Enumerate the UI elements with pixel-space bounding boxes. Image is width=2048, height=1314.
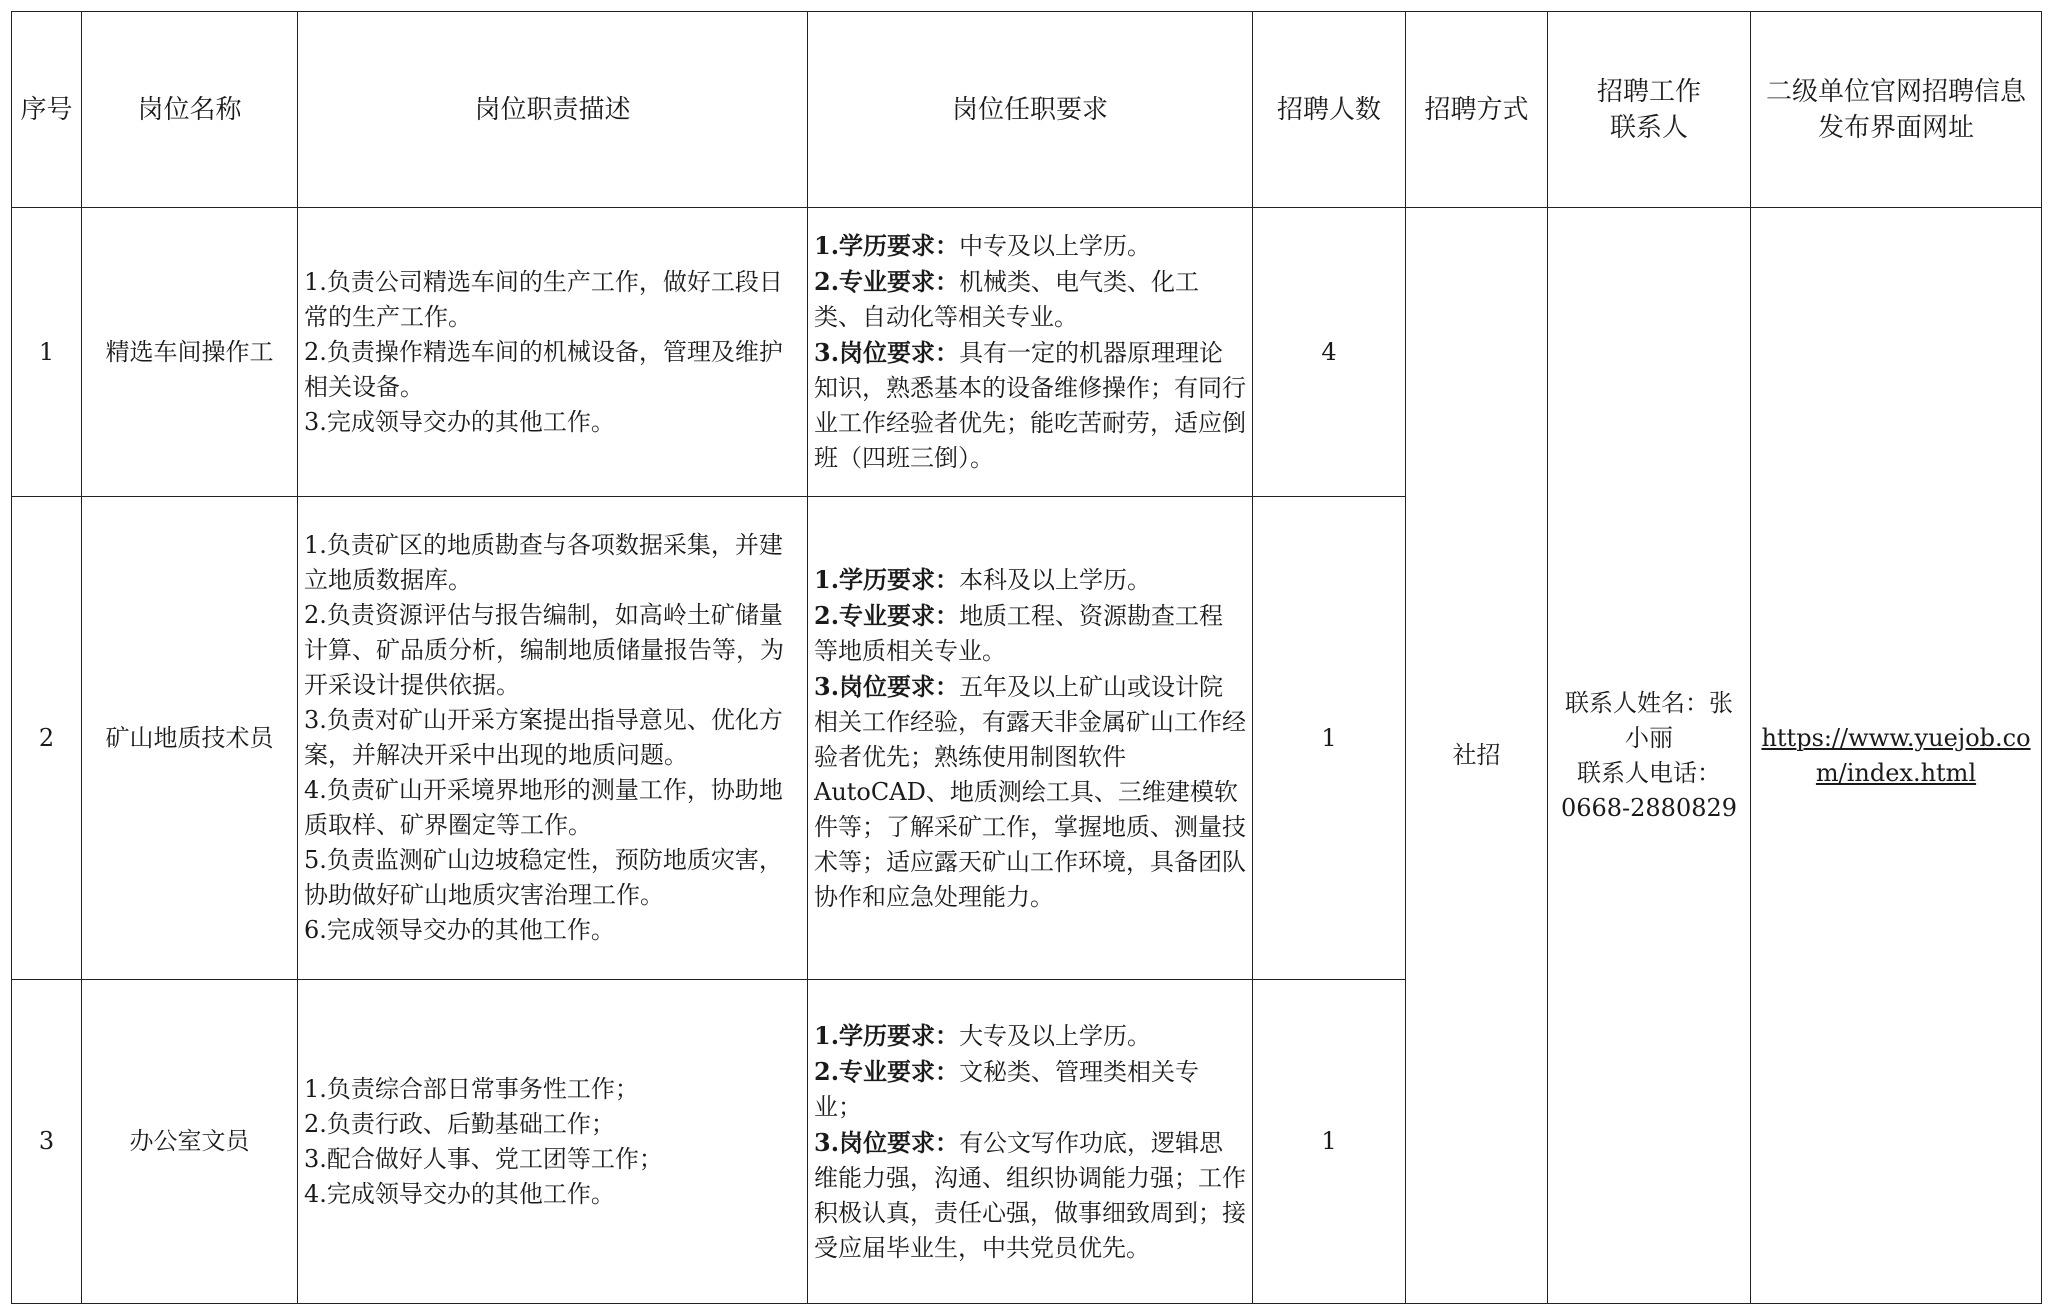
row-duties: [298, 208, 808, 497]
requirement-item: [814, 264, 1246, 335]
requirement-key: 1.学历要求：: [814, 564, 960, 594]
row-count: 1: [1253, 497, 1406, 980]
row-position: 精选车间操作工: [82, 208, 298, 497]
requirement-item: [814, 228, 1246, 264]
duty-item: 1.负责公司精选车间的生产工作，做好工段日常的生产工作。: [304, 267, 783, 331]
recruitment-table: [11, 11, 2042, 1304]
duty-item: 3.完成领导交办的其他工作。: [304, 407, 615, 436]
requirement-item: [814, 562, 1246, 598]
header-position: 岗位名称: [82, 12, 298, 208]
header-duties: 岗位职责描述: [298, 12, 808, 208]
row-no: 1: [12, 208, 82, 497]
requirement-text: 有公文写作功底，逻辑思维能力强，沟通、组织协调能力强；工作积极认真，责任心强，做事细致周到；接受应届毕业生，中共党员优先。: [814, 1128, 1246, 1262]
duty-item: 6.完成领导交办的其他工作。: [304, 916, 615, 944]
requirement-key: 3.岗位要求：: [814, 671, 960, 701]
row-requirements: [808, 208, 1253, 497]
duty-item: 5.负责监测矿山边坡稳定性，预防地质灾害，协助做好矿山地质灾害治理工作。: [304, 846, 783, 909]
row-duties: [298, 980, 808, 1304]
contact-phone-label: 联系人电话：: [1577, 758, 1721, 787]
contact-name: 联系人姓名：张小丽: [1565, 688, 1733, 752]
requirement-key: 2.专业要求：: [814, 1056, 960, 1086]
requirement-item: [814, 1125, 1246, 1266]
row-duties: [298, 497, 808, 980]
recruitment-url-link[interactable]: https://www.yuejob.com/index.html: [1761, 723, 2031, 787]
requirement-key: 1.学历要求：: [814, 231, 960, 260]
contact-phone: 0668-2880829: [1560, 793, 1738, 822]
row-no: 2: [12, 497, 82, 980]
duty-item: 4.负责矿山开采境界地形的测量工作，协助地质取样、矿界圈定等工作。: [304, 776, 783, 839]
header-count: 招聘人数: [1253, 12, 1406, 208]
requirement-key: 3.岗位要求：: [814, 338, 960, 367]
row-position: 矿山地质技术员: [82, 497, 298, 980]
requirement-item: [814, 1054, 1246, 1125]
requirement-key: 3.岗位要求：: [814, 1127, 960, 1157]
requirement-text: 具有一定的机器原理理论知识，熟悉基本的设备维修操作；有同行业工作经验者优先；能吃苦耐劳，适应倒班（四班三倒）。: [814, 339, 1246, 472]
row-position: 办公室文员: [82, 980, 298, 1304]
header-no: 序号: [12, 12, 82, 208]
duty-item: 2.负责操作精选车间的机械设备，管理及维护相关设备。: [304, 337, 783, 401]
header-url: 二级单位官网招聘信息发布界面网址: [1751, 12, 2042, 208]
row-requirements: [808, 497, 1253, 980]
duty-item: 2.负责行政、后勤基础工作；: [304, 1109, 615, 1138]
requirement-key: 2.专业要求：: [814, 600, 960, 630]
requirement-text: 文秘类、管理类相关专业；: [814, 1057, 1200, 1121]
requirement-text: 大专及以上学历。: [959, 1021, 1152, 1050]
header-row: [12, 12, 2042, 208]
requirement-text: 中专及以上学历。: [959, 232, 1152, 260]
requirement-item: [814, 598, 1246, 669]
requirement-item: [814, 335, 1246, 476]
row-requirements: [808, 980, 1253, 1304]
duty-item: 2.负责资源评估与报告编制，如高岭土矿储量计算、矿品质分析，编制地质储量报告等，为开采设计提供依据。: [304, 601, 784, 699]
contact-info: [1548, 208, 1751, 1304]
requirement-text: 地质工程、资源勘查工程等地质相关专业。: [814, 601, 1224, 665]
row-count: 4: [1253, 208, 1406, 497]
row-no: 3: [12, 980, 82, 1304]
requirement-item: [814, 669, 1246, 915]
duty-item: 3.负责对矿山开采方案提出指导意见、优化方案，并解决开采中出现的地质问题。: [304, 706, 783, 769]
requirement-key: 1.学历要求：: [814, 1020, 960, 1050]
table-row: [12, 208, 2042, 497]
duty-item: 4.完成领导交办的其他工作。: [304, 1179, 615, 1208]
requirement-item: [814, 1018, 1246, 1054]
header-method: 招聘方式: [1406, 12, 1548, 208]
header-requirements: 岗位任职要求: [808, 12, 1253, 208]
requirement-text: 五年及以上矿山或设计院相关工作经验，有露天非金属矿山工作经验者优先；熟练使用制图软件AutoCAD、地质测绘工具、三维建模软件等；了解采矿工作，掌握地质、测量技术等；适应露天矿山工作环境，具备团队协作和应急处理能力。: [814, 672, 1246, 911]
recruitment-url-cell: [1751, 208, 2042, 1304]
requirement-key: 2.专业要求：: [814, 267, 960, 296]
duty-item: 1.负责矿区的地质勘查与各项数据采集，并建立地质数据库。: [304, 531, 783, 594]
header-contact: 招聘工作 联系人: [1548, 12, 1751, 208]
duty-item: 1.负责综合部日常事务性工作；: [304, 1074, 639, 1103]
recruitment-method: 社招: [1406, 208, 1548, 1304]
requirement-text: 机械类、电气类、化工类、自动化等相关专业。: [814, 268, 1200, 331]
requirement-text: 本科及以上学历。: [959, 565, 1152, 594]
duty-item: 3.配合做好人事、党工团等工作；: [304, 1144, 663, 1173]
row-count: 1: [1253, 980, 1406, 1304]
